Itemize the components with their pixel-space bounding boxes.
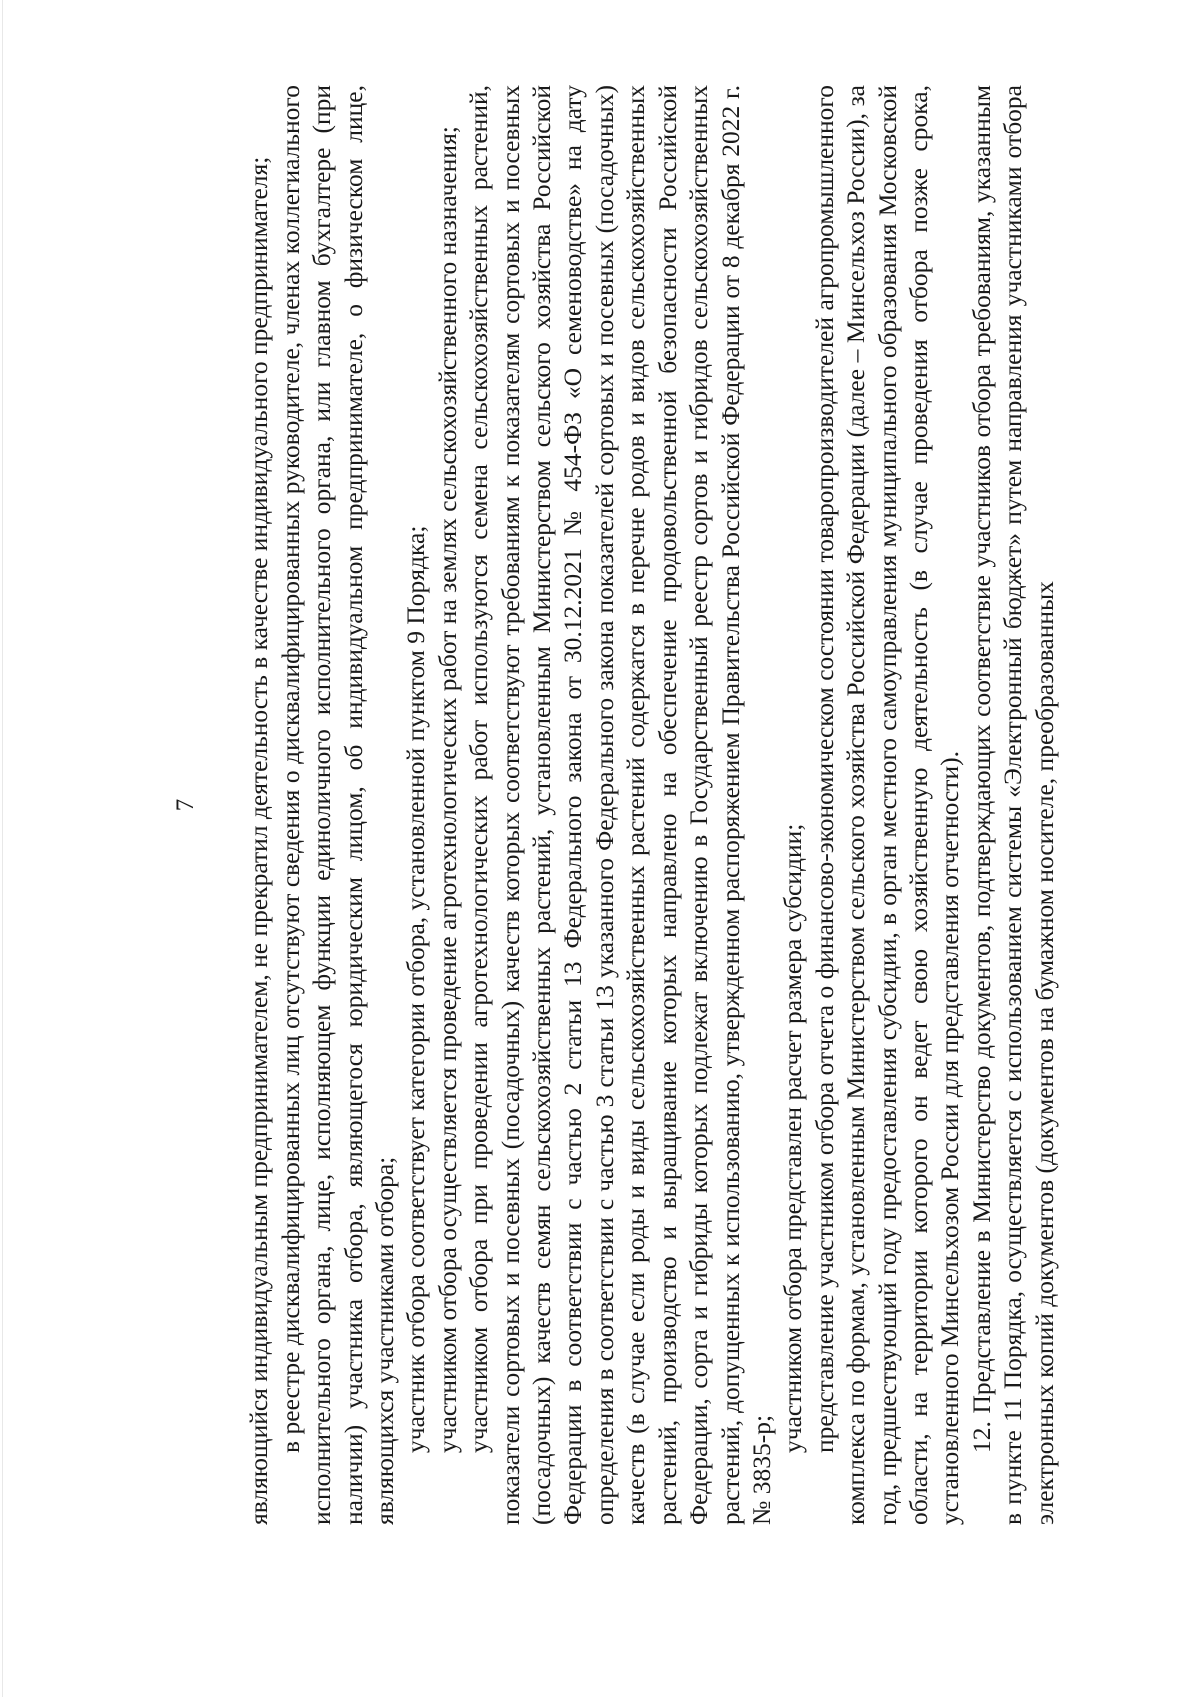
paragraph: участником отбора осуществляется проведение агротехнологических работ на землях сельскохозяйственного назначения; — [432, 126, 462, 1453]
paragraph: являющийся индивидуальным предпринимателем, не прекратил деятельность в качестве индивидуального предпринимателя; — [244, 156, 274, 1525]
paragraph: 12. Представление в Министерство документов, подтверждающих соответствие участников отбора требованиям, указанным в пункте 11 Порядка, осуществляется с использованием системы «Электронный бюджет» путем направления участниками отбора электронных копий документов (документов на бумажном носителе, преобразованных — [966, 85, 1059, 1525]
paragraph: участником отбора представлен расчет размера субсидии; — [778, 823, 808, 1453]
paragraph: представление участником отбора отчета о финансово-экономическом состоянии товаропроизводителей агропромышленного комплекса по формам, установленным Министерством сельского хозяйства Российской Федерации (далее – Минсельхоз России), за год, предшествующий году предоставления субсидии, в орган местного самоуправления муниципального образования Московской области, на территории которого он ведет свою хозяйственную деятельность (в случае проведения отбора позже срока, установленного Минсельхозом России для представления отчетности). — [809, 85, 965, 1525]
page-number: 7 — [172, 798, 199, 812]
rotated-text-block — [170, 85, 1090, 1525]
paragraph: участником отбора при проведении агротехнологических работ используются семена сельскохозяйственных растений, показатели сортовых и посевных (посадочных) качеств которых соответствуют требованиям к показателям сортовых и посевных (посадочных) качеств семян сельскохозяйственных растений, установленным Министерством сельского хозяйства Российской Федерации в соответствии с частью 2 статьи 13 Федерального закона от 30.12.2021 № 454-ФЗ «О семеноводстве» на дату определения в соответствии с частью 3 статьи 13 указанного Федерального закона показателей сортовых и посевных (посадочных) качеств (в случае если роды и виды сельскохозяйственных растений содержатся в перечне родов и видов сельскохозяйственных растений, производство и выращивание которых направлено на обеспечение продовольственной безопасности Российской Федерации, сорта и гибриды которых подлежат включению в Государственный реестр сортов и гибридов сельскохозяйственных растений, допущенных к использованию, утвержденном распоряжением Правительства Российской Федерации от 8 декабря 2022 г. № 3835-р; — [464, 85, 776, 1525]
scan-edge-line — [2, 0, 3, 1697]
paragraph: участник отбора соответствует категории отбора, установленной пунктом 9 Порядка; — [401, 525, 431, 1453]
paragraph: в реестре дисквалифицированных лиц отсутствуют сведения о дисквалифицированных руководителе, членах коллегиального исполнительного органа, лице, исполняющем функции единоличного исполнительного органа, или главном бухгалтере (при наличии) участника отбора, являющегося юридическим лицом, об индивидуальном предпринимателе, о физическом лице, являющихся участниками отбора; — [275, 85, 400, 1525]
